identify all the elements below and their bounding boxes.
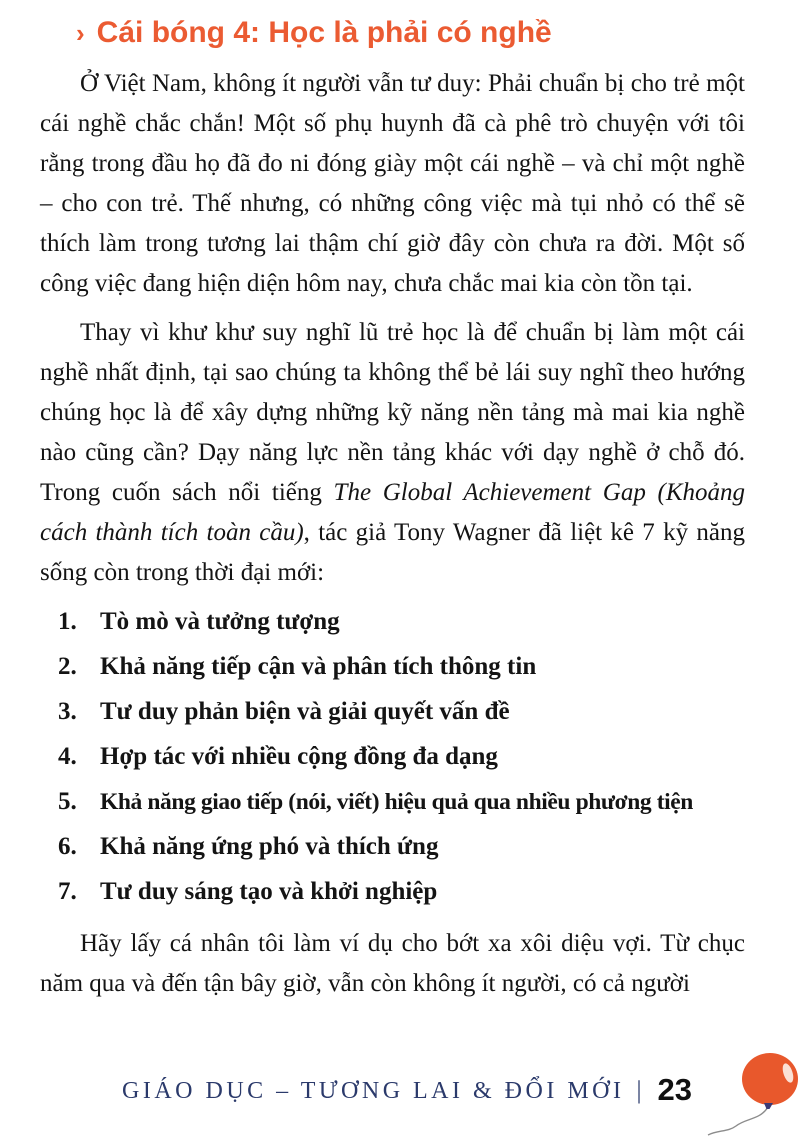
list-item-3 — [40, 692, 745, 732]
chevron-marker-icon: › — [76, 18, 85, 48]
footer-separator: | — [636, 1077, 642, 1104]
running-footer-title: GIÁO DỤC – TƯƠNG LAI & ĐỔI MỚI — [122, 1078, 625, 1104]
skills-list — [40, 602, 745, 912]
text-column — [40, 16, 745, 1004]
paragraph-2 — [40, 313, 745, 593]
section-heading-text: Cái bóng 4: Học là phải có nghề — [96, 16, 552, 49]
paragraph-3: Hãy lấy cá nhân tôi làm ví dụ cho bớt xa xôi diệu vợi. Từ chục năm qua và đến tận bây giờ, vẫn còn không ít người, có cả người — [40, 930, 745, 997]
page-footer — [0, 1042, 800, 1138]
list-item-text: Khả năng tiếp cận và phân tích thông tin — [100, 653, 537, 680]
list-item-2 — [40, 647, 745, 687]
list-item-text: Hợp tác với nhiều cộng đồng đa dạng — [100, 743, 498, 770]
list-item-text: Khả năng giao tiếp (nói, viết) hiệu quả qua nhiều phương tiện — [100, 789, 693, 815]
list-number: 2. — [58, 653, 77, 680]
list-number: 4. — [58, 743, 77, 770]
list-number: 6. — [58, 833, 77, 860]
list-item-7 — [40, 872, 745, 912]
book-title-italic: The Global Achievement Gap (Khoảng cách thành tích toàn cầu) — [40, 479, 745, 546]
list-item-text: Tư duy sáng tạo và khởi nghiệp — [100, 878, 438, 905]
running-footer — [122, 1072, 692, 1108]
list-number: 3. — [58, 698, 77, 725]
page-number: 23 — [657, 1072, 692, 1107]
balloon-illustration — [698, 1042, 798, 1138]
list-item-4 — [40, 737, 745, 777]
balloon-knot — [764, 1103, 773, 1109]
list-item-text: Tò mò và tưởng tượng — [100, 608, 340, 635]
list-item-6 — [40, 827, 745, 867]
list-item-text: Khả năng ứng phó và thích ứng — [100, 833, 439, 860]
list-number: 7. — [58, 878, 77, 905]
section-heading — [76, 16, 745, 50]
list-item-5 — [40, 782, 745, 822]
list-number: 1. — [58, 608, 77, 635]
paragraph-1: Ở Việt Nam, không ít người vẫn tư duy: Phải chuẩn bị cho trẻ một cái nghề chắc chắn! Một số phụ huynh đã cà phê trò chuyện với tôi rằng trong đầu họ đã đo ni đóng giày một cái nghề – và chỉ một nghề – cho con trẻ. Thế nhưng, có những công việc mà tụi nhỏ có thể sẽ thích làm trong tương lai thậm chí giờ đây còn chưa ra đời. Một số công việc đang hiện diện hôm nay, chưa chắc mai kia còn tồn tại. — [40, 70, 745, 297]
list-number: 5. — [58, 788, 77, 815]
paragraph-2-text-continued: , tác giả Tony Wagner đã liệt kê 7 kỹ năng sống còn trong thời đại mới: — [40, 519, 745, 586]
paragraph-2-text: Thay vì khư khư suy nghĩ lũ trẻ học là để chuẩn bị làm một cái nghề nhất định, tại sao chúng ta không thể bẻ lái suy nghĩ theo hướng chúng học là để xây dựng những kỹ năng nền tảng mà mai kia nghề nào cũng cần? Dạy năng lực nền tảng khác với dạy nghề ở chỗ đó. Trong cuốn sách nổi tiếng — [40, 319, 745, 506]
balloon-string — [708, 1107, 768, 1135]
list-item-text: Tư duy phản biện và giải quyết vấn đề — [100, 698, 510, 725]
list-item-1 — [40, 602, 745, 642]
